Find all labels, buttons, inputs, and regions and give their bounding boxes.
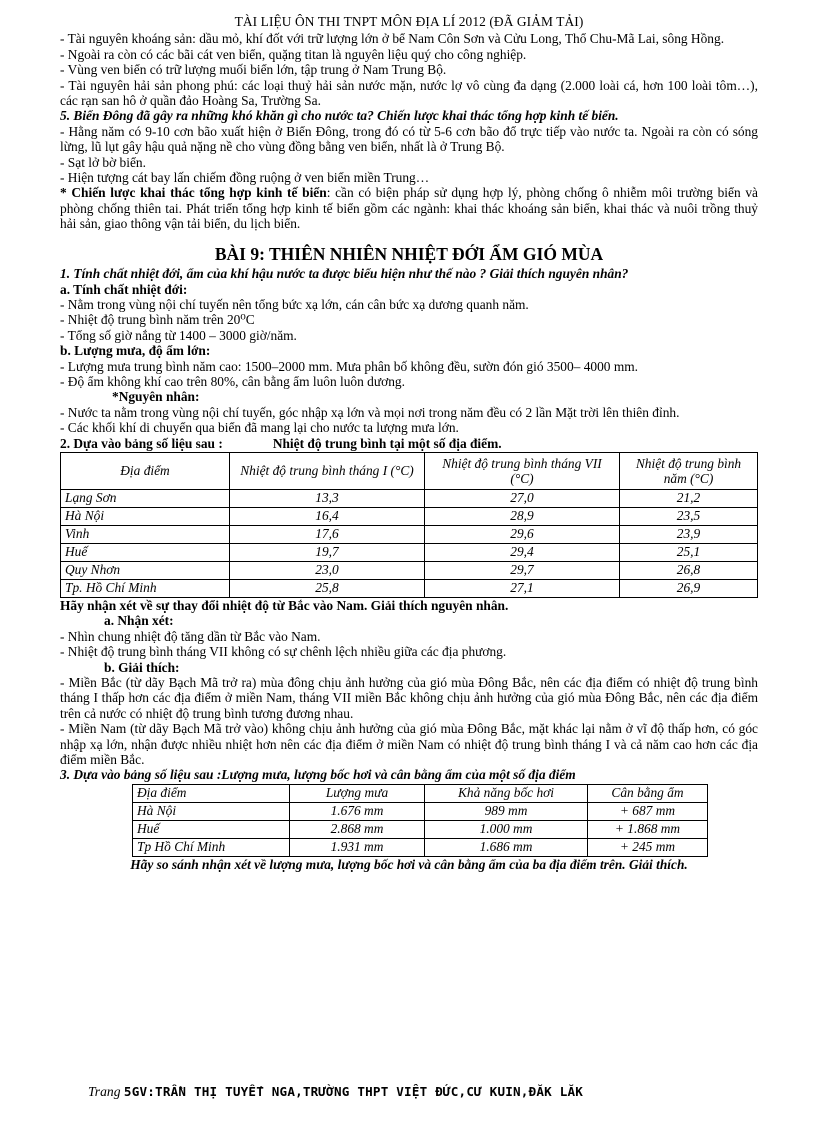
intro-line: - Vùng ven biển có trữ lượng muối biển lớn, tập trung ở Nam Trung Bộ. [60, 62, 447, 78]
table-row [61, 561, 758, 579]
table-cell: 17,6 [230, 525, 425, 543]
table-cell: Tp Hồ Chí Minh [133, 838, 290, 856]
q1-b-line: - Độ ẩm không khí cao trên 80%, cân bằng ẩm luôn luôn dương. [60, 373, 405, 389]
intro-line: - Tài nguyên khoáng sản: dầu mỏ, khí đốt với trữ lượng lớn ở bể Nam Côn Sơn và Cửu Long, Thổ Chu-Mã Lai, sông Hồng. [60, 31, 725, 47]
table-cell: 25,8 [230, 579, 425, 597]
table-cell: 27,0 [425, 489, 620, 507]
table-header-cell: Nhiệt độ trung bình tháng I (°C) [230, 452, 425, 489]
table-header-cell: Nhiệt độ trung bình tháng VII (°C) [425, 452, 620, 489]
table-header-row [61, 452, 758, 489]
table-header-cell: Địa điểm [61, 452, 230, 489]
table-row [61, 579, 758, 597]
table-cell: Lạng Sơn [61, 489, 230, 507]
q1-a-line: - Nhiệt độ trung bình năm trên 20⁰C [60, 312, 255, 328]
table-row [61, 525, 758, 543]
footer-author: 5GV:TRẦN THỊ TUYẾT NGA,TRƯỜNG THPT VIỆT ĐỨC,CƯ KUIN,ĐĂK LĂK [123, 1084, 584, 1099]
q5-title: 5. Biển Đông đã gây ra những khó khăn gì cho nước ta? Chiến lược khai thác tổng hợp kinh tế biển. [60, 108, 619, 124]
table-header-cell: Cân bằng ẩm [588, 784, 708, 802]
table-cell: 21,2 [620, 489, 758, 507]
q3-title: 3. Dựa vào bảng số liệu sau :Lượng mưa, lượng bốc hơi và cân bằng ẩm của một số địa điểm [60, 767, 576, 783]
table-header-cell: Nhiệt độ trung bình năm (°C) [620, 452, 758, 489]
table-cell: Huế [133, 820, 290, 838]
q1-cause-line: - Các khối khí di chuyển qua biển đã mang lại cho nước ta lượng mưa lớn. [60, 420, 459, 436]
table-cell: 27,1 [425, 579, 620, 597]
table-cell: Vinh [61, 525, 230, 543]
table-cell: Hà Nội [133, 802, 290, 820]
q2-intro-row [60, 436, 758, 451]
table-cell: + 245 mm [588, 838, 708, 856]
q1-a-line: - Nằm trong vùng nội chí tuyến nên tổng bức xạ lớn, cán cân bức xạ dương quanh năm. [60, 296, 529, 312]
table-cell: 1.686 mm [425, 838, 588, 856]
q2-b-line: - Miền Bắc (từ dãy Bạch Mã trở ra) mùa đông chịu ảnh hưởng của gió mùa Đông Bắc, nên các địa điểm có nhiệt độ trung bình tháng I thấp hơn các địa điểm ở miền Nam, tháng VII miền Bắc không chịu ảnh hưởng của gió mùa Đông Bắc, nên các địa điểm trên cả nước có nhiệt độ trung bình tương đương nhau. [60, 675, 758, 721]
q1-cause-heading: *Nguyên nhân: [112, 389, 200, 405]
table-cell: 2.868 mm [290, 820, 425, 838]
lesson-title: BÀI 9: THIÊN NHIÊN NHIỆT ĐỚI ẨM GIÓ MÙA [214, 243, 604, 264]
q2-b-line: - Miền Nam (từ dãy Bạch Mã trở vào) không chịu ảnh hưởng của gió mùa Đông Bắc, mặt khác lại nằm ở vĩ độ thấp hơn, có góc nhập xạ lớn, nhận được nhiều nhiệt hơn nên các địa điểm ở miền Nam có nhiệt độ trung bình tháng I và cả năm cao hơn các địa điểm miền Bắc. [60, 721, 758, 768]
q1-b-heading: b. Lượng mưa, độ ẩm lớn: [60, 343, 211, 359]
table-header-cell: Lượng mưa [290, 784, 425, 802]
temperature-table [60, 452, 758, 598]
table-cell: Quy Nhơn [61, 561, 230, 579]
q2-a-line: - Nhiệt độ trung bình tháng VII không có sự chênh lệch nhiều giữa các địa phương. [60, 644, 507, 660]
q5-line: - Hiện tượng cát bay lấn chiếm đồng ruộng ở ven biển miền Trung… [60, 170, 430, 186]
table-cell: 29,7 [425, 561, 620, 579]
intro-line: - Tài nguyên hải sản phong phú: các loại thuỷ hải sản nước mặn, nước lợ vô cùng đa dạng (2.000 loài cá, hơn 100 loài tôm…), các rạn san hô ở quần đảo Hoàng Sa, Trường Sa. [60, 77, 758, 109]
table-cell: 1.676 mm [290, 802, 425, 820]
strategy-label: * Chiến lược khai thác tổng hợp kinh tế biển [60, 185, 327, 201]
table-cell: 19,7 [230, 543, 425, 561]
table-header-cell: Khả năng bốc hơi [425, 784, 588, 802]
table-row [133, 802, 708, 820]
table-cell: 16,4 [230, 507, 425, 525]
page-footer [88, 1084, 583, 1099]
page-label: Trang [88, 1084, 121, 1099]
table-cell: Huế [61, 543, 230, 561]
table-cell: 23,0 [230, 561, 425, 579]
table-cell: Tp. Hồ Chí Minh [61, 579, 230, 597]
table-cell: + 687 mm [588, 802, 708, 820]
table-cell: 23,5 [620, 507, 758, 525]
table-header-cell: Địa điểm [133, 784, 290, 802]
table-cell: 28,9 [425, 507, 620, 525]
table-row [133, 820, 708, 838]
table-cell: 29,6 [425, 525, 620, 543]
table-cell: 989 mm [425, 802, 588, 820]
q3-task: Hãy so sánh nhận xét về lượng mưa, lượng bốc hơi và cân bằng ẩm của ba địa điểm trên. Giải thích. [130, 856, 688, 872]
humidity-table [132, 784, 708, 857]
document-header: TÀI LIỆU ÔN THI TNPT MÔN ĐỊA LÍ 2012 (ĐÃ GIẢM TẢI) [234, 14, 584, 29]
q1-a-heading: a. Tính chất nhiệt đới: [60, 281, 188, 297]
q1-title: 1. Tính chất nhiệt đới, ẩm của khí hậu nước ta được biểu hiện như thế nào ? Giải thích nguyên nhân? [60, 266, 629, 282]
q2-a-line: - Nhìn chung nhiệt độ tăng dần từ Bắc vào Nam. [60, 628, 321, 644]
strategy-text: : cần có biện pháp sử dụng hợp lý, phòng chống ô nhiễm môi trường biển và phòng chống thiên tai. Phát triển tổng hợp kinh tế biển gồm các ngành: khai thác khoáng sản biển, khai thác và nuôi trồng thuỷ hải sản, giao thông vận tải biển, du lịch biển. [60, 185, 758, 232]
table-row [61, 489, 758, 507]
q1-b-line: - Lượng mưa trung bình năm cao: 1500–2000 mm. Mưa phân bố không đều, sườn đón gió 3500– 4000 mm. [60, 358, 639, 374]
q1-a-line: - Tổng số giờ nắng từ 1400 – 3000 giờ/năm. [60, 327, 297, 343]
table-cell: 1.000 mm [425, 820, 588, 838]
table-row [133, 838, 708, 856]
table-cell: 23,9 [620, 525, 758, 543]
table-row [61, 507, 758, 525]
table-row [61, 543, 758, 561]
intro-line: - Ngoài ra còn có các bãi cát ven biển, quặng titan là nguyên liệu quý cho công nghiệp. [60, 46, 527, 62]
table-cell: Hà Nội [61, 507, 230, 525]
q2-intro: 2. Dựa vào bảng số liệu sau : [60, 435, 223, 451]
q2-task: Hãy nhận xét về sự thay đổi nhiệt độ từ Bắc vào Nam. Giải thích nguyên nhân. [60, 597, 509, 613]
q1-cause-line: - Nước ta nằm trong vùng nội chí tuyến, góc nhập xạ lớn và mọi nơi trong năm đều có 2 lần Mặt trời lên thiên đỉnh. [60, 404, 680, 420]
table-cell: 1.931 mm [290, 838, 425, 856]
table-cell: 25,1 [620, 543, 758, 561]
q2-b-heading: b. Giải thích: [104, 659, 180, 675]
q5-strategy [60, 185, 758, 231]
table-header-row [133, 784, 708, 802]
table-cell: 13,3 [230, 489, 425, 507]
table-cell: 26,9 [620, 579, 758, 597]
table-cell: 29,4 [425, 543, 620, 561]
q5-line: - Hằng năm có 9-10 cơn bão xuất hiện ở Biển Đông, trong đó có từ 5-6 cơn bão đổ trực tiếp vào nước ta. Ngoài ra còn có sóng lừng, lũ lụt gây hậu quả nặng nề cho vùng đồng bằng ven biển, nhất là ở Trung Bộ. [60, 123, 758, 155]
table-cell: + 1.868 mm [588, 820, 708, 838]
q5-line: - Sạt lở bờ biển. [60, 154, 146, 170]
q2-a-heading: a. Nhận xét: [104, 613, 174, 629]
q2-table-title: Nhiệt độ trung bình tại một số địa điểm. [272, 435, 502, 451]
table-cell: 26,8 [620, 561, 758, 579]
